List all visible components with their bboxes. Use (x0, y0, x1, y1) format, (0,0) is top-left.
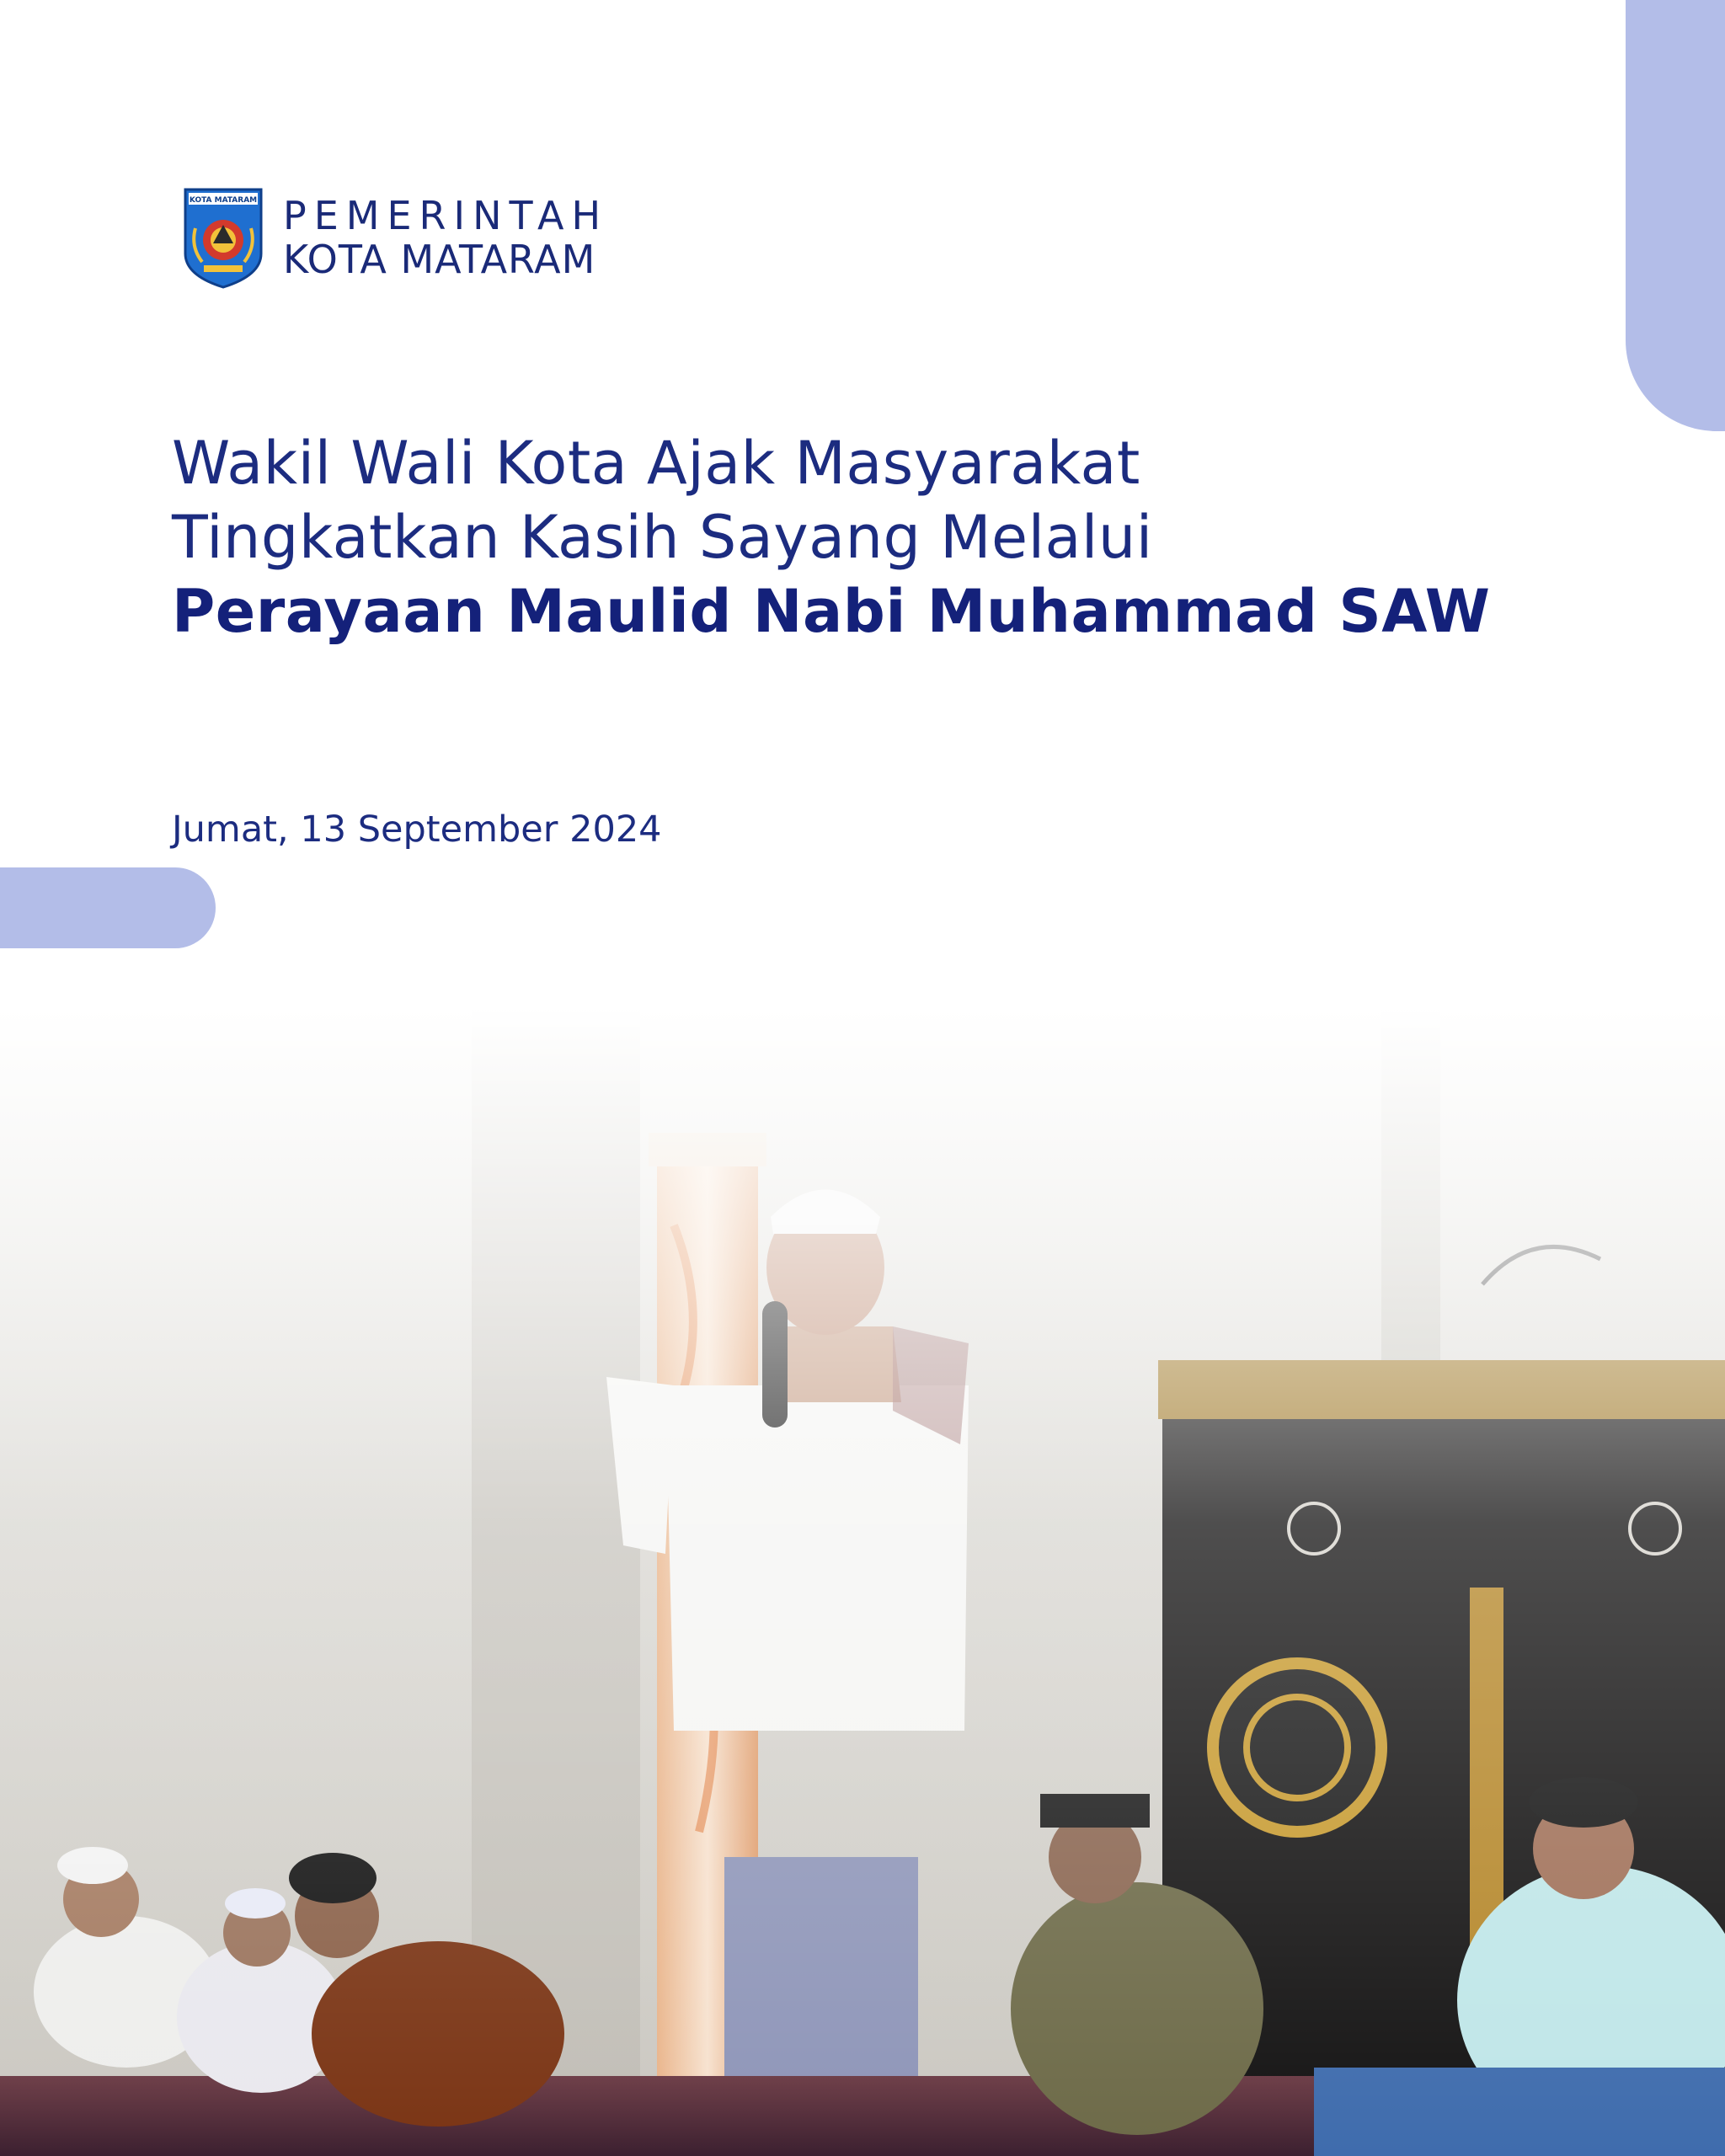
headline-line3-bold: Perayaan Maulid Nabi Muhammad SAW (172, 577, 1491, 646)
headline-line1: Wakil Wali Kota Ajak Masyarakat (172, 429, 1140, 498)
org-name-line2: KOTA MATARAM (283, 237, 596, 282)
publish-date: Jumat, 13 September 2024 (172, 808, 662, 851)
header (184, 187, 608, 290)
headline (172, 426, 1604, 648)
event-photo (0, 1006, 1725, 2156)
kota-mataram-emblem-icon (184, 188, 263, 289)
decorative-accent-left (0, 867, 216, 948)
organization-name (283, 195, 608, 281)
decorative-accent-top-right (1626, 0, 1725, 431)
headline-line2: Tingkatkan Kasih Sayang Melalui (172, 503, 1153, 572)
svg-text:KOTA MATARAM: KOTA MATARAM (189, 196, 258, 205)
org-name-line1: PEMERINTAH (283, 193, 609, 239)
